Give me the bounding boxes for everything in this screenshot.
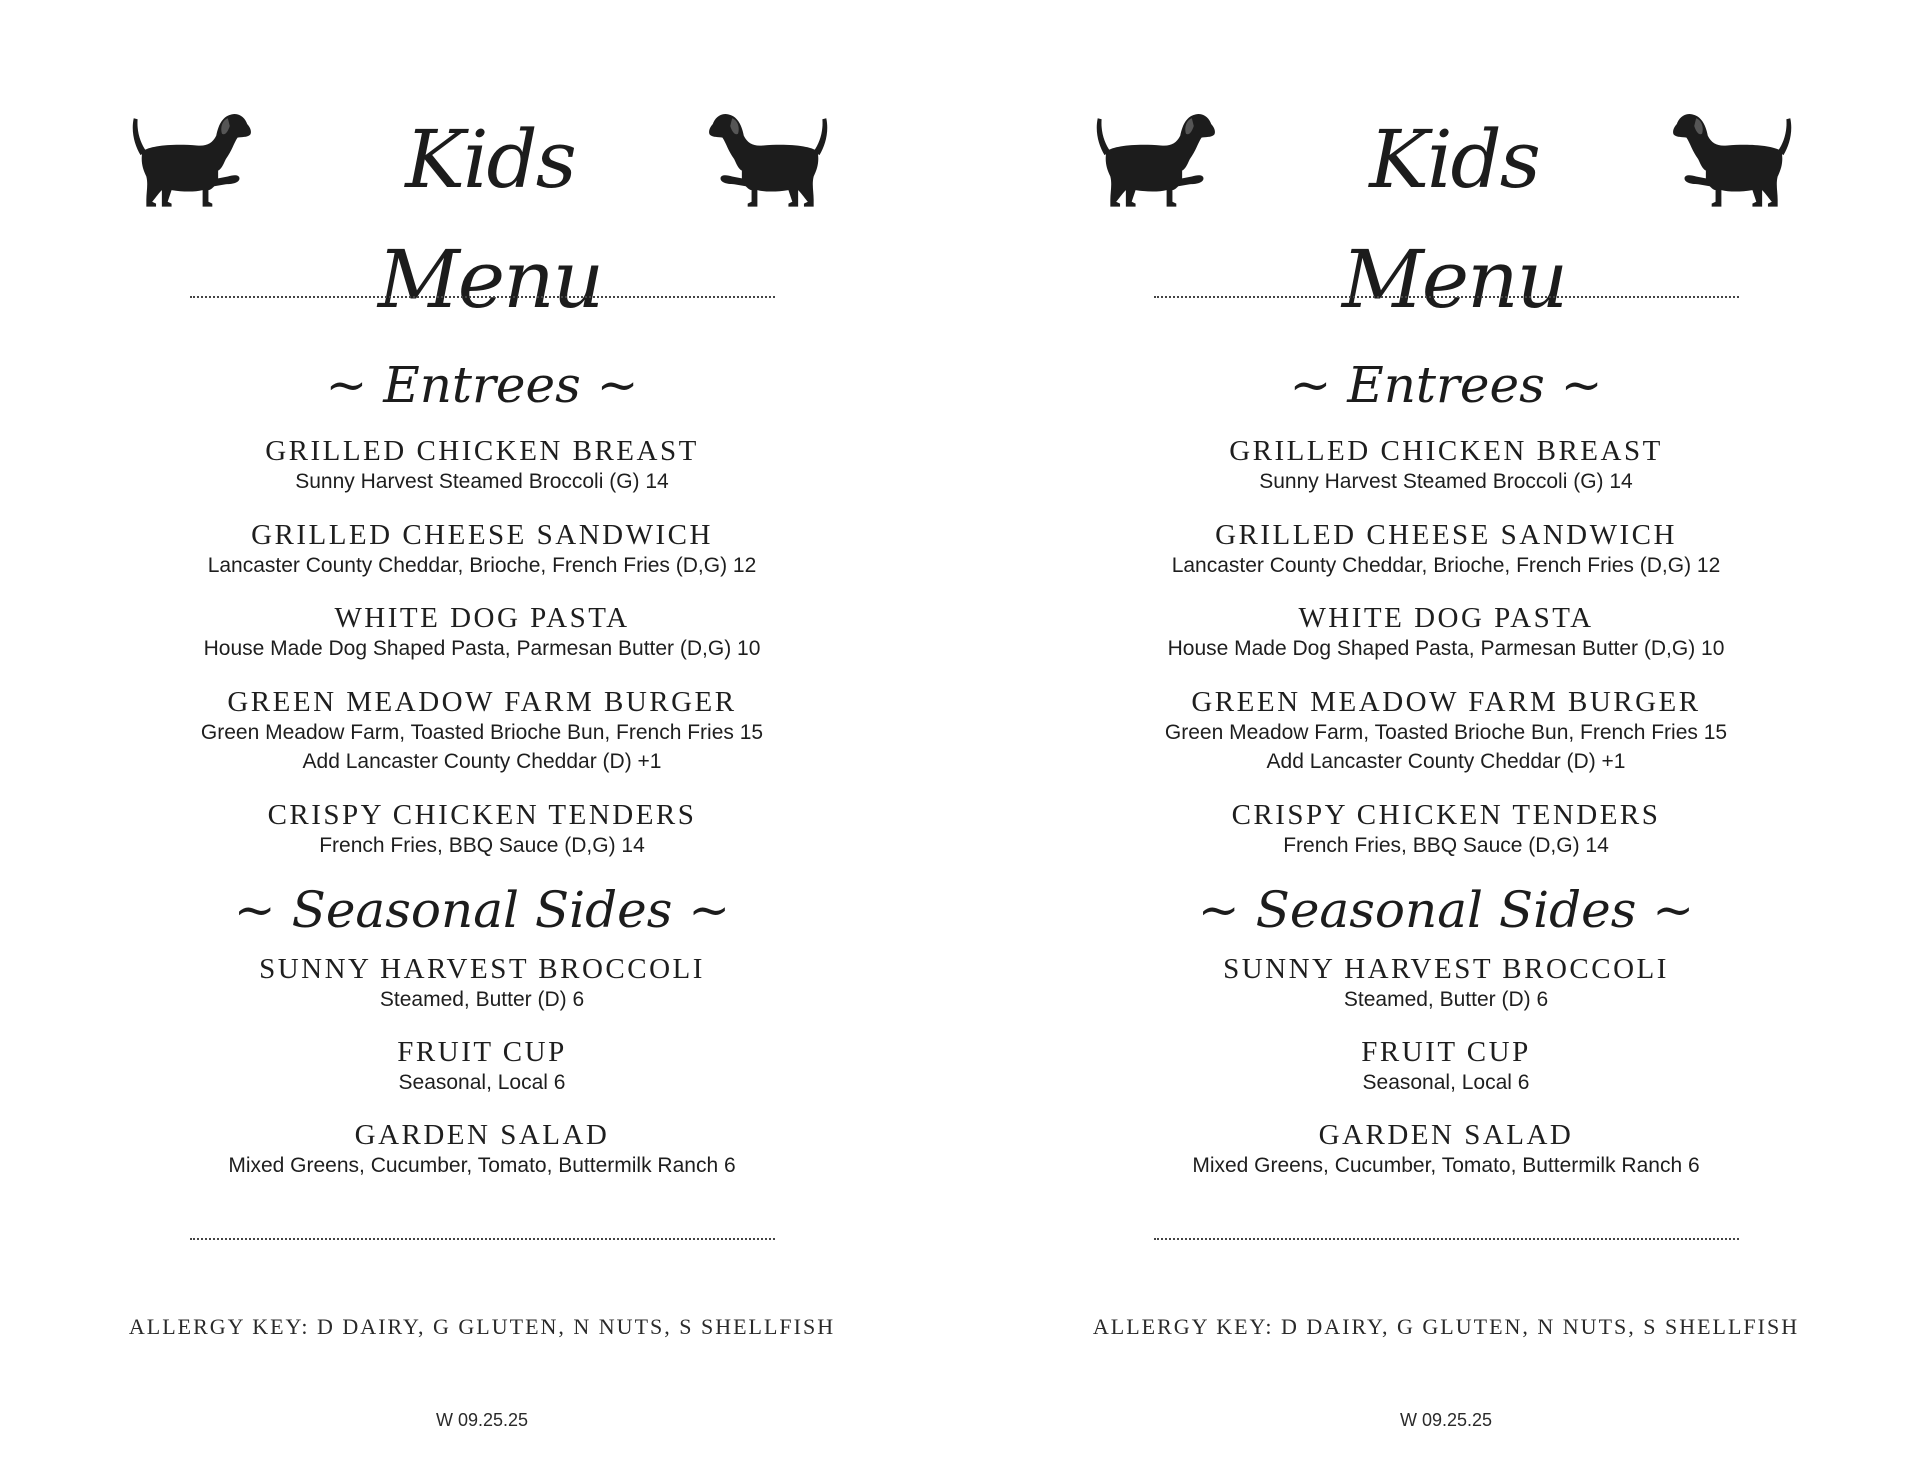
menu-header	[1084, 100, 1814, 326]
item-name: GRILLED CHEESE SANDWICH	[1215, 519, 1677, 551]
dog-silhouette-icon	[1669, 110, 1799, 210]
item-description: Lancaster County Cheddar, Brioche, French Fries (D,G) 12	[1171, 554, 1721, 577]
dotted-divider	[190, 296, 775, 298]
sides-heading: ~ Seasonal Sides ~	[1197, 881, 1695, 939]
dog-silhouette-icon	[705, 110, 835, 210]
menu-item	[0, 1119, 964, 1180]
item-name: CRISPY CHICKEN TENDERS	[267, 799, 697, 831]
menu-title: Kids Menu	[377, 113, 603, 326]
item-name: GREEN MEADOW FARM BURGER	[1191, 686, 1701, 718]
item-description: Steamed, Butter (D) 6	[1343, 988, 1549, 1011]
item-name: CRISPY CHICKEN TENDERS	[1231, 799, 1661, 831]
item-addon: Add Lancaster County Cheddar (D) +1	[302, 750, 662, 773]
item-description: Seasonal, Local 6	[398, 1071, 566, 1094]
menu-item	[964, 1036, 1920, 1097]
menu-title: Kids Menu	[1341, 113, 1567, 326]
item-name: GREEN MEADOW FARM BURGER	[227, 686, 737, 718]
item-addon: Add Lancaster County Cheddar (D) +1	[1266, 750, 1626, 773]
menu-item	[0, 686, 964, 776]
item-description: Green Meadow Farm, Toasted Brioche Bun, French Fries 15	[200, 721, 764, 744]
dotted-divider	[1154, 1238, 1739, 1240]
item-name: GRILLED CHICKEN BREAST	[1229, 435, 1663, 467]
item-name: SUNNY HARVEST BROCCOLI	[259, 953, 705, 985]
item-name: SUNNY HARVEST BROCCOLI	[1223, 953, 1669, 985]
menu-header	[120, 100, 850, 326]
menu-item	[0, 435, 964, 496]
item-name: GARDEN SALAD	[354, 1119, 610, 1151]
item-description: Mixed Greens, Cucumber, Tomato, Buttermilk Ranch 6	[228, 1154, 736, 1177]
menu-item	[964, 435, 1920, 496]
menu-item	[964, 953, 1920, 1014]
menu-item	[0, 953, 964, 1014]
item-description: French Fries, BBQ Sauce (D,G) 14	[319, 834, 645, 857]
menu-item	[964, 799, 1920, 860]
menu-item	[0, 519, 964, 580]
menu-code: W 09.25.25	[435, 1410, 529, 1430]
menu-item	[0, 799, 964, 860]
menu-item	[0, 1036, 964, 1097]
dotted-divider	[1154, 296, 1739, 298]
item-description: Mixed Greens, Cucumber, Tomato, Buttermilk Ranch 6	[1192, 1154, 1700, 1177]
item-name: GARDEN SALAD	[1318, 1119, 1574, 1151]
sides-heading: ~ Seasonal Sides ~	[233, 881, 731, 939]
dog-silhouette-icon	[125, 110, 255, 210]
item-description: Seasonal, Local 6	[1362, 1071, 1530, 1094]
menu-code: W 09.25.25	[1399, 1410, 1493, 1430]
menu-item	[964, 1119, 1920, 1180]
dog-silhouette-icon	[1089, 110, 1219, 210]
item-description: House Made Dog Shaped Pasta, Parmesan Butter (D,G) 10	[203, 637, 761, 660]
menu-item	[964, 686, 1920, 776]
menu-item	[964, 519, 1920, 580]
entrees-heading: ~ Entrees ~	[1289, 356, 1603, 414]
item-description: Sunny Harvest Steamed Broccoli (G) 14	[1259, 470, 1633, 493]
entrees-heading: ~ Entrees ~	[325, 356, 639, 414]
item-description: House Made Dog Shaped Pasta, Parmesan Butter (D,G) 10	[1167, 637, 1725, 660]
item-name: GRILLED CHICKEN BREAST	[265, 435, 699, 467]
menu-item	[0, 602, 964, 663]
item-name: WHITE DOG PASTA	[1298, 602, 1594, 634]
item-description: Sunny Harvest Steamed Broccoli (G) 14	[295, 470, 669, 493]
item-description: French Fries, BBQ Sauce (D,G) 14	[1283, 834, 1609, 857]
item-name: GRILLED CHEESE SANDWICH	[251, 519, 713, 551]
item-description: Lancaster County Cheddar, Brioche, French Fries (D,G) 12	[207, 554, 757, 577]
menu-item	[964, 602, 1920, 663]
allergy-key: ALLERGY KEY: D DAIRY, G GLUTEN, N NUTS, S SHELLFISH	[1092, 1314, 1800, 1339]
dotted-divider	[190, 1238, 775, 1240]
menu-panel-right	[964, 0, 1920, 1484]
item-name: WHITE DOG PASTA	[334, 602, 630, 634]
item-description: Steamed, Butter (D) 6	[379, 988, 585, 1011]
allergy-key: ALLERGY KEY: D DAIRY, G GLUTEN, N NUTS, S SHELLFISH	[128, 1314, 836, 1339]
item-description: Green Meadow Farm, Toasted Brioche Bun, French Fries 15	[1164, 721, 1728, 744]
item-name: FRUIT CUP	[397, 1036, 567, 1068]
item-name: FRUIT CUP	[1361, 1036, 1531, 1068]
